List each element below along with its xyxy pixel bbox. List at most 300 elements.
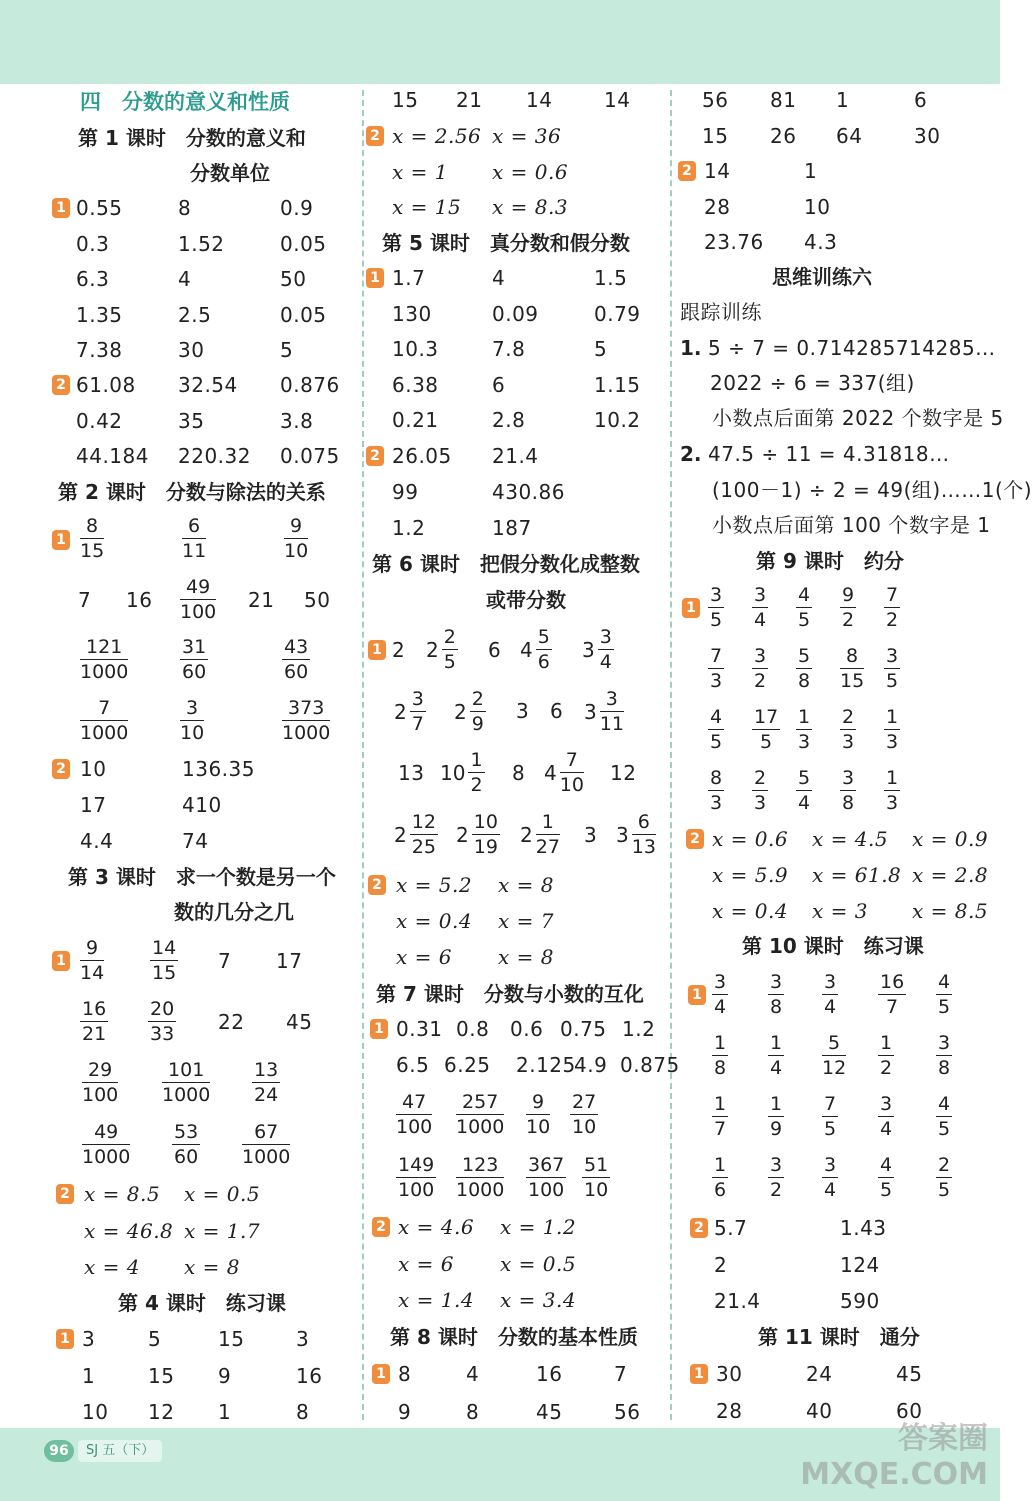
- fraction-denominator: 4: [824, 1179, 837, 1201]
- equation-answer: x = 7: [498, 909, 554, 933]
- fraction: [822, 1154, 838, 1201]
- fraction-numerator: 4: [710, 706, 723, 728]
- fraction-bar: [442, 649, 458, 650]
- fraction-numerator: 101: [168, 1059, 205, 1081]
- question-number-badge: 1: [682, 598, 700, 618]
- answer-value: 44.184: [76, 444, 149, 468]
- answer-value: 35: [178, 408, 205, 433]
- fraction-denominator: 4: [754, 609, 767, 631]
- fraction-denominator: 3: [710, 792, 723, 814]
- answer-value: 3: [584, 823, 598, 847]
- fraction-denominator: 15: [80, 540, 105, 562]
- fraction-numerator: 1: [470, 749, 483, 771]
- fraction-bar: [796, 729, 812, 730]
- fraction-denominator: 4: [599, 651, 612, 673]
- fraction-bar: [878, 1177, 894, 1178]
- fraction-denominator: 100: [528, 1179, 565, 1201]
- equation-answer: x = 3.4: [500, 1288, 577, 1312]
- fraction: [878, 1093, 894, 1140]
- fraction-numerator: 9: [86, 937, 99, 959]
- problem-number: 2.: [680, 442, 702, 466]
- fraction-bar: [470, 711, 486, 712]
- fraction-denominator: 10: [284, 540, 309, 562]
- fraction-numerator: 3: [770, 1154, 783, 1176]
- question-number-badge: 1: [366, 268, 384, 288]
- fraction-numerator: 17: [754, 706, 779, 728]
- fraction-bar: [878, 1055, 894, 1056]
- equation-answer: x = 5.9: [712, 863, 789, 887]
- answer-value: 8: [512, 761, 526, 785]
- fraction: [884, 767, 900, 814]
- answer-value: 50: [304, 588, 331, 612]
- fraction-bar: [936, 1055, 952, 1056]
- answer-value: 0.79: [594, 301, 641, 326]
- answer-value: 22: [218, 1010, 245, 1034]
- fraction: [82, 1059, 118, 1106]
- question-number-badge: 2: [678, 161, 696, 181]
- answer-value: 17: [80, 793, 107, 817]
- fraction-denominator: 5: [938, 1118, 951, 1140]
- fraction-bar: [180, 720, 204, 721]
- mixed-number: [456, 811, 500, 858]
- fraction-bar: [822, 1055, 846, 1056]
- fraction-numerator: 14: [152, 937, 177, 959]
- fraction-denominator: 4: [770, 1057, 783, 1079]
- equation-answer: x = 2.56: [392, 124, 482, 148]
- fraction-denominator: 1000: [456, 1179, 505, 1201]
- answer-value: 0.75: [560, 1017, 607, 1041]
- fraction-bar: [456, 1177, 504, 1178]
- fraction: [582, 1154, 610, 1201]
- answer-value: 45: [536, 1399, 563, 1424]
- fraction-numerator: 53: [174, 1121, 199, 1143]
- lesson-title: 或带分数: [486, 588, 566, 612]
- lesson-title: 数的几分之几: [174, 900, 294, 924]
- answer-value: 21: [248, 588, 275, 612]
- answer-value: 6: [492, 372, 506, 397]
- fraction-denominator: 1000: [242, 1146, 291, 1168]
- answer-value: 430.86: [492, 480, 565, 504]
- answer-value: 0.875: [620, 1053, 680, 1077]
- fraction: [252, 1059, 280, 1106]
- fraction: [768, 1093, 784, 1140]
- answer-value: 15: [218, 1327, 245, 1351]
- fraction-bar: [840, 729, 856, 730]
- fraction-numerator: 47: [402, 1091, 427, 1113]
- equation-answer: x = 0.6: [712, 827, 789, 851]
- equation-answer: x = 0.5: [500, 1251, 577, 1276]
- answer-value: 0.55: [76, 196, 123, 220]
- fraction: [712, 1093, 728, 1140]
- answer-value: 1: [218, 1400, 232, 1424]
- answer-value: 1.2: [622, 1017, 656, 1041]
- answer-value: 14: [604, 88, 631, 112]
- fraction-bar: [526, 1177, 566, 1178]
- answer-value: 0.09: [492, 301, 539, 326]
- fraction: [796, 584, 812, 631]
- fraction-denominator: 8: [770, 996, 783, 1018]
- fraction-numerator: 1: [541, 811, 554, 833]
- fraction: [752, 645, 768, 692]
- fraction: [840, 645, 864, 692]
- answer-value: 2.8: [492, 408, 526, 432]
- answer-value: 7.8: [492, 337, 526, 361]
- fraction: [282, 697, 330, 744]
- fraction-numerator: 16: [880, 971, 905, 993]
- fraction-numerator: 12: [411, 811, 436, 833]
- fraction: [600, 688, 624, 735]
- fraction-bar: [282, 659, 310, 660]
- fraction: [878, 971, 906, 1018]
- fraction-numerator: 3: [824, 971, 837, 993]
- equation-answer: x = 8: [498, 873, 554, 897]
- fraction-numerator: 31: [182, 636, 207, 658]
- fraction: [884, 584, 900, 631]
- fraction: [752, 706, 780, 753]
- fraction-denominator: 5: [710, 731, 723, 753]
- answer-value: 4: [178, 267, 192, 291]
- fraction-denominator: 10: [526, 1116, 551, 1138]
- fraction-bar: [410, 834, 438, 835]
- fraction-numerator: 3: [886, 645, 899, 667]
- answer-value: 64: [836, 123, 863, 148]
- fraction-numerator: 5: [537, 626, 550, 648]
- equation-answer: x = 0.9: [912, 827, 989, 851]
- equation-answer: x = 4: [84, 1255, 140, 1279]
- fraction-denominator: 13: [631, 836, 656, 858]
- fraction-bar: [536, 834, 560, 835]
- answer-value: 3: [516, 699, 530, 723]
- answer-value: 0.42: [76, 408, 123, 433]
- solution-line: 小数点后面第 100 个数字是 1: [712, 513, 991, 537]
- fraction-denominator: 10: [559, 774, 584, 796]
- fraction-bar: [712, 1116, 728, 1117]
- answer-value: 7.38: [76, 338, 123, 362]
- fraction-denominator: 10: [584, 1179, 609, 1201]
- watermark-logo: [800, 1421, 988, 1493]
- fraction-bar: [560, 772, 584, 773]
- fraction-denominator: 15: [840, 670, 865, 692]
- answer-value: 9: [218, 1363, 232, 1388]
- fraction-bar: [80, 659, 128, 660]
- fraction: [536, 811, 560, 858]
- answer-value: 1.15: [594, 372, 641, 397]
- fraction: [396, 1154, 436, 1201]
- fraction-numerator: 20: [150, 998, 175, 1020]
- answer-value: 2.5: [178, 302, 212, 327]
- fraction: [284, 515, 308, 562]
- answer-value: 0.05: [280, 302, 327, 327]
- fraction-numerator: 7: [565, 749, 578, 771]
- fraction-numerator: 121: [86, 636, 123, 658]
- fraction-numerator: 29: [88, 1059, 113, 1081]
- mixed-number: [582, 626, 614, 673]
- question-number-badge: 2: [56, 1184, 74, 1204]
- fraction: [712, 1154, 728, 1201]
- answer-value: 9: [398, 1399, 412, 1424]
- fraction-bar: [768, 1116, 784, 1117]
- answer-value: 32.54: [178, 373, 238, 397]
- fraction-bar: [162, 1082, 210, 1083]
- question-number-badge: 2: [368, 875, 386, 895]
- fraction-numerator: 2: [754, 767, 767, 789]
- lesson-title: 第 11 课时 通分: [758, 1325, 920, 1349]
- equation-answer: x = 8.3: [492, 195, 569, 219]
- equation-answer: x = 36: [492, 124, 562, 148]
- answer-value: 130: [392, 301, 432, 326]
- fraction-denominator: 15: [152, 962, 177, 984]
- fraction-numerator: 3: [938, 1032, 951, 1054]
- fraction-bar: [150, 960, 178, 961]
- fraction-numerator: 51: [584, 1154, 609, 1176]
- answer-value: 30: [178, 338, 205, 362]
- answer-value: 26: [770, 123, 797, 148]
- fraction-numerator: 2: [938, 1154, 951, 1176]
- equation-answer: x = 4.6: [398, 1215, 475, 1239]
- mixed-number: [426, 626, 458, 673]
- fraction-numerator: 1: [886, 767, 899, 789]
- fraction-denominator: 5: [760, 731, 773, 753]
- fraction: [878, 1154, 894, 1201]
- fraction: [708, 767, 724, 814]
- fraction-numerator: 9: [842, 584, 855, 606]
- fraction-bar: [936, 1116, 952, 1117]
- column-divider: [670, 90, 672, 1420]
- fraction: [470, 688, 486, 735]
- fraction-denominator: 5: [710, 609, 723, 631]
- fraction-numerator: 3: [714, 971, 727, 993]
- question-number-badge: 1: [52, 530, 70, 550]
- answer-value: 4: [492, 266, 506, 290]
- fraction-numerator: 16: [82, 998, 107, 1020]
- fraction-bar: [796, 668, 812, 669]
- fraction-denominator: 4: [824, 996, 837, 1018]
- fraction-numerator: 27: [572, 1091, 597, 1113]
- fraction-numerator: 7: [886, 584, 899, 606]
- fraction: [936, 1154, 952, 1201]
- fraction: [840, 706, 856, 753]
- fraction-bar: [712, 994, 728, 995]
- fraction: [148, 998, 176, 1045]
- answer-value: 4.9: [574, 1053, 608, 1077]
- fraction-bar: [708, 729, 724, 730]
- fraction-denominator: 5: [938, 996, 951, 1018]
- fraction-denominator: 12: [822, 1057, 847, 1079]
- fraction-bar: [708, 668, 724, 669]
- answer-value: 10: [804, 194, 831, 219]
- answer-value: 0.6: [510, 1017, 544, 1041]
- lesson-title: 第 1 课时 分数的意义和: [78, 126, 306, 150]
- question-number-badge: 2: [372, 1217, 390, 1237]
- answer-value: 0.876: [280, 373, 340, 397]
- fraction-numerator: 1: [880, 1032, 893, 1054]
- fraction-numerator: 3: [710, 584, 723, 606]
- fraction-bar: [80, 538, 104, 539]
- mixed-number: [616, 811, 656, 858]
- equation-answer: x = 3: [812, 899, 868, 923]
- answer-value: 99: [392, 480, 419, 504]
- fraction: [468, 749, 484, 796]
- fraction: [712, 971, 728, 1018]
- lesson-title: 第 2 课时 分数与除法的关系: [58, 480, 326, 504]
- mixed-number: [544, 749, 584, 796]
- answer-value: 0.3: [76, 231, 110, 256]
- equation-answer: x = 5.2: [396, 873, 473, 897]
- fraction-numerator: 3: [880, 1093, 893, 1115]
- question-number-badge: 1: [56, 1329, 74, 1349]
- fraction: [80, 636, 128, 683]
- fraction: [472, 811, 500, 858]
- fraction-numerator: 1: [714, 1093, 727, 1115]
- fraction-bar: [570, 1114, 598, 1115]
- lesson-title: 第 5 课时 真分数和假分数: [382, 231, 630, 255]
- fraction-bar: [396, 1177, 436, 1178]
- fraction-denominator: 2: [754, 670, 767, 692]
- fraction: [180, 697, 204, 744]
- fraction-bar: [80, 720, 128, 721]
- mixed-whole: 3: [616, 822, 629, 847]
- fraction-bar: [82, 1144, 130, 1145]
- fraction: [884, 706, 900, 753]
- fraction-numerator: 5: [828, 1032, 841, 1054]
- fraction-numerator: 3: [770, 971, 783, 993]
- answer-value: 74: [182, 829, 209, 853]
- fraction-denominator: 7: [886, 996, 899, 1018]
- solution-line: 2022 ÷ 6 = 337(组): [710, 371, 915, 395]
- top-band: [0, 0, 1000, 84]
- answer-value: 3.8: [280, 408, 314, 433]
- fraction-denominator: 1000: [282, 722, 331, 744]
- answer-value: 14: [526, 88, 553, 112]
- fraction-numerator: 5: [798, 767, 811, 789]
- question-number-badge: 2: [690, 1218, 708, 1238]
- fraction-bar: [884, 607, 900, 608]
- fraction: [410, 811, 438, 858]
- fraction-bar: [180, 599, 216, 600]
- fraction-bar: [242, 1144, 290, 1145]
- fraction-denominator: 100: [180, 601, 217, 623]
- fraction-bar: [468, 772, 484, 773]
- fraction: [708, 645, 724, 692]
- fraction-bar: [752, 607, 768, 608]
- fraction-numerator: 1: [714, 1154, 727, 1176]
- answer-value: 590: [840, 1289, 880, 1313]
- equation-answer: x = 8: [498, 945, 554, 969]
- fraction-bar: [712, 1177, 728, 1178]
- fraction-bar: [822, 1177, 838, 1178]
- grade-tag: SJ 五（下）: [78, 1440, 162, 1462]
- lesson-title: 第 10 课时 练习课: [742, 934, 924, 958]
- mixed-number: [440, 749, 485, 796]
- answer-value: 12: [148, 1400, 175, 1424]
- equation-answer: x = 2.8: [912, 863, 989, 887]
- answer-value: 5.7: [714, 1216, 748, 1240]
- fraction-denominator: 8: [842, 792, 855, 814]
- fraction-denominator: 3: [754, 792, 767, 814]
- equation-answer: x = 46.8: [84, 1218, 174, 1243]
- answer-value: 15: [392, 88, 419, 112]
- lesson-title: 第 6 课时 把假分数化成整数: [372, 552, 640, 576]
- answer-value: 2: [392, 638, 406, 662]
- fraction-bar: [80, 960, 104, 961]
- answer-value: 60: [896, 1398, 923, 1423]
- fraction-denominator: 8: [938, 1057, 951, 1079]
- fraction: [82, 1121, 130, 1168]
- equation-answer: x = 15: [392, 195, 462, 219]
- answer-value: 14: [704, 159, 731, 183]
- fraction: [526, 1091, 550, 1138]
- answer-value: 16: [296, 1363, 323, 1388]
- answer-value: 124: [840, 1252, 880, 1277]
- fraction-numerator: 49: [94, 1121, 119, 1143]
- answer-value: 6: [550, 699, 564, 723]
- fraction-numerator: 9: [290, 515, 303, 537]
- mixed-number: [520, 811, 560, 858]
- equation-answer: x = 6: [398, 1251, 454, 1276]
- fraction-denominator: 3: [886, 731, 899, 753]
- fraction-denominator: 24: [254, 1084, 279, 1106]
- fraction-denominator: 5: [886, 670, 899, 692]
- fraction-numerator: 8: [86, 515, 99, 537]
- answer-value: 12: [610, 761, 637, 785]
- fraction-bar: [768, 1055, 784, 1056]
- fraction: [712, 1032, 728, 1079]
- fraction-bar: [752, 668, 768, 669]
- fraction-numerator: 1: [886, 706, 899, 728]
- fraction-denominator: 1000: [80, 661, 129, 683]
- answer-value: 10.2: [594, 408, 641, 432]
- answer-value: 15: [702, 123, 729, 148]
- fraction-bar: [840, 668, 864, 669]
- answer-value: 40: [806, 1398, 833, 1423]
- question-number-badge: 1: [52, 951, 70, 971]
- mixed-whole: 4: [520, 637, 533, 662]
- fraction-numerator: 3: [754, 584, 767, 606]
- fraction-denominator: 2: [770, 1179, 783, 1201]
- fraction-numerator: 257: [462, 1091, 499, 1113]
- answer-value: 10: [80, 757, 107, 781]
- fraction: [162, 1059, 210, 1106]
- fraction: [822, 1093, 838, 1140]
- answer-value: 21.4: [714, 1289, 761, 1313]
- mixed-whole: 2: [426, 637, 439, 662]
- question-number-badge: 2: [366, 126, 384, 146]
- fraction-numerator: 8: [710, 767, 723, 789]
- fraction-numerator: 1: [770, 1032, 783, 1054]
- fraction: [456, 1091, 504, 1138]
- fraction-denominator: 7: [714, 1118, 727, 1140]
- mixed-whole: 2: [520, 822, 533, 847]
- fraction-bar: [598, 649, 614, 650]
- equation-answer: x = 8.5: [912, 899, 989, 923]
- fraction-denominator: 5: [798, 609, 811, 631]
- lesson-title: 第 3 课时 求一个数是另一个: [68, 865, 336, 889]
- fraction-bar: [796, 607, 812, 608]
- fraction-denominator: 1000: [456, 1116, 505, 1138]
- fraction-numerator: 6: [188, 515, 201, 537]
- answer-value: 1: [82, 1363, 96, 1388]
- unit-title: 四 分数的意义和性质: [80, 90, 290, 114]
- lesson-title: 第 4 课时 练习课: [118, 1291, 286, 1315]
- fraction: [936, 1093, 952, 1140]
- fraction: [80, 697, 128, 744]
- answer-value: 4.3: [804, 230, 838, 254]
- fraction-denominator: 2: [842, 609, 855, 631]
- fraction-bar: [708, 790, 724, 791]
- answer-value: 1.7: [392, 266, 426, 290]
- mixed-number: [454, 688, 486, 735]
- fraction-bar: [752, 790, 768, 791]
